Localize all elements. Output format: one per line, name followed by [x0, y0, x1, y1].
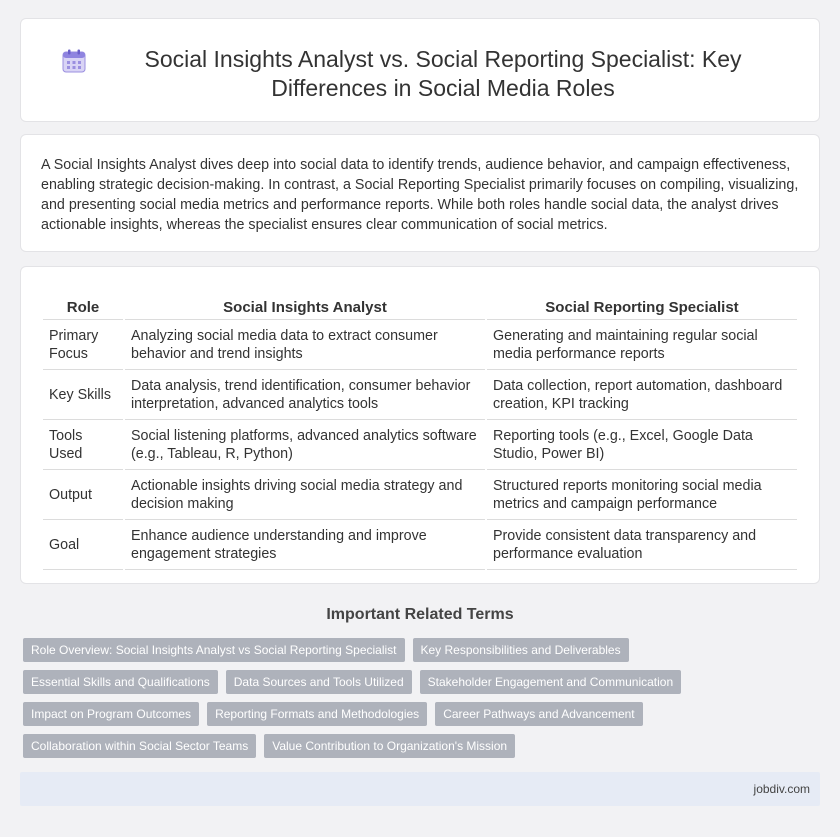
- header-role: Role: [43, 295, 123, 320]
- intro-card: [20, 134, 820, 252]
- related-term-tag[interactable]: Key Responsibilities and Deliverables: [413, 638, 629, 662]
- page-title: Social Insights Analyst vs. Social Reporting Specialist: Key Differences in Social Media Roles: [144, 46, 742, 101]
- related-term-tag[interactable]: Role Overview: Social Insights Analyst vs Social Reporting Specialist: [23, 638, 405, 662]
- analyst-cell: Data analysis, trend identification, consumer behavior interpretation, advanced analytics tools: [125, 370, 485, 420]
- analyst-cell: Social listening platforms, advanced analytics software (e.g., Tableau, R, Python): [125, 420, 485, 470]
- tag-row: [23, 734, 823, 758]
- analyst-cell: Analyzing social media data to extract consumer behavior and trend insights: [125, 320, 485, 370]
- comparison-card: [20, 266, 820, 584]
- specialist-cell: Reporting tools (e.g., Excel, Google Data Studio, Power BI): [487, 420, 797, 470]
- specialist-cell: Data collection, report automation, dashboard creation, KPI tracking: [487, 370, 797, 420]
- related-term-tag[interactable]: Career Pathways and Advancement: [435, 702, 642, 726]
- row-label: Goal: [43, 520, 123, 570]
- table-row: [43, 320, 797, 370]
- related-term-tag[interactable]: Data Sources and Tools Utilized: [226, 670, 412, 694]
- related-term-tag[interactable]: Collaboration within Social Sector Teams: [23, 734, 256, 758]
- comparison-table: [41, 295, 799, 570]
- header-analyst: Social Insights Analyst: [125, 295, 485, 320]
- analyst-cell: Enhance audience understanding and improve engagement strategies: [125, 520, 485, 570]
- row-label: Output: [43, 470, 123, 520]
- table-row: [43, 470, 797, 520]
- tag-row: [23, 638, 823, 662]
- footer-site-link[interactable]: jobdiv.com: [753, 782, 810, 796]
- table-row: [43, 420, 797, 470]
- calendar-icon: [61, 48, 87, 74]
- analyst-cell: Actionable insights driving social media strategy and decision making: [125, 470, 485, 520]
- title-card: [20, 18, 820, 122]
- related-term-tag[interactable]: Impact on Program Outcomes: [23, 702, 199, 726]
- row-label: Tools Used: [43, 420, 123, 470]
- table-row: [43, 370, 797, 420]
- related-term-tag[interactable]: Stakeholder Engagement and Communication: [420, 670, 681, 694]
- related-terms-list: [23, 638, 823, 766]
- row-label: Primary Focus: [43, 320, 123, 370]
- specialist-cell: Generating and maintaining regular social media performance reports: [487, 320, 797, 370]
- table-header-row: [43, 295, 797, 320]
- related-term-tag[interactable]: Essential Skills and Qualifications: [23, 670, 218, 694]
- table-row: [43, 520, 797, 570]
- related-terms-heading: Important Related Terms: [326, 606, 514, 623]
- related-term-tag[interactable]: Value Contribution to Organization's Mission: [264, 734, 515, 758]
- footer: [20, 772, 820, 806]
- specialist-cell: Provide consistent data transparency and performance evaluation: [487, 520, 797, 570]
- related-term-tag[interactable]: Reporting Formats and Methodologies: [207, 702, 427, 726]
- tag-row: [23, 702, 823, 726]
- tag-row: [23, 670, 823, 694]
- header-specialist: Social Reporting Specialist: [487, 295, 797, 320]
- row-label: Key Skills: [43, 370, 123, 420]
- intro-paragraph: A Social Insights Analyst dives deep into social data to identify trends, audience behavior, and campaign effectiveness, enabling strategic decision-making. In contrast, a Social Reporting Specialist primarily focuses on compiling, visualizing, and presenting social media metrics and performance reports. While both roles handle social data, the analyst drives actionable insights, whereas the specialist ensures clear communication of social metrics.: [41, 157, 799, 233]
- specialist-cell: Structured reports monitoring social media metrics and campaign performance: [487, 470, 797, 520]
